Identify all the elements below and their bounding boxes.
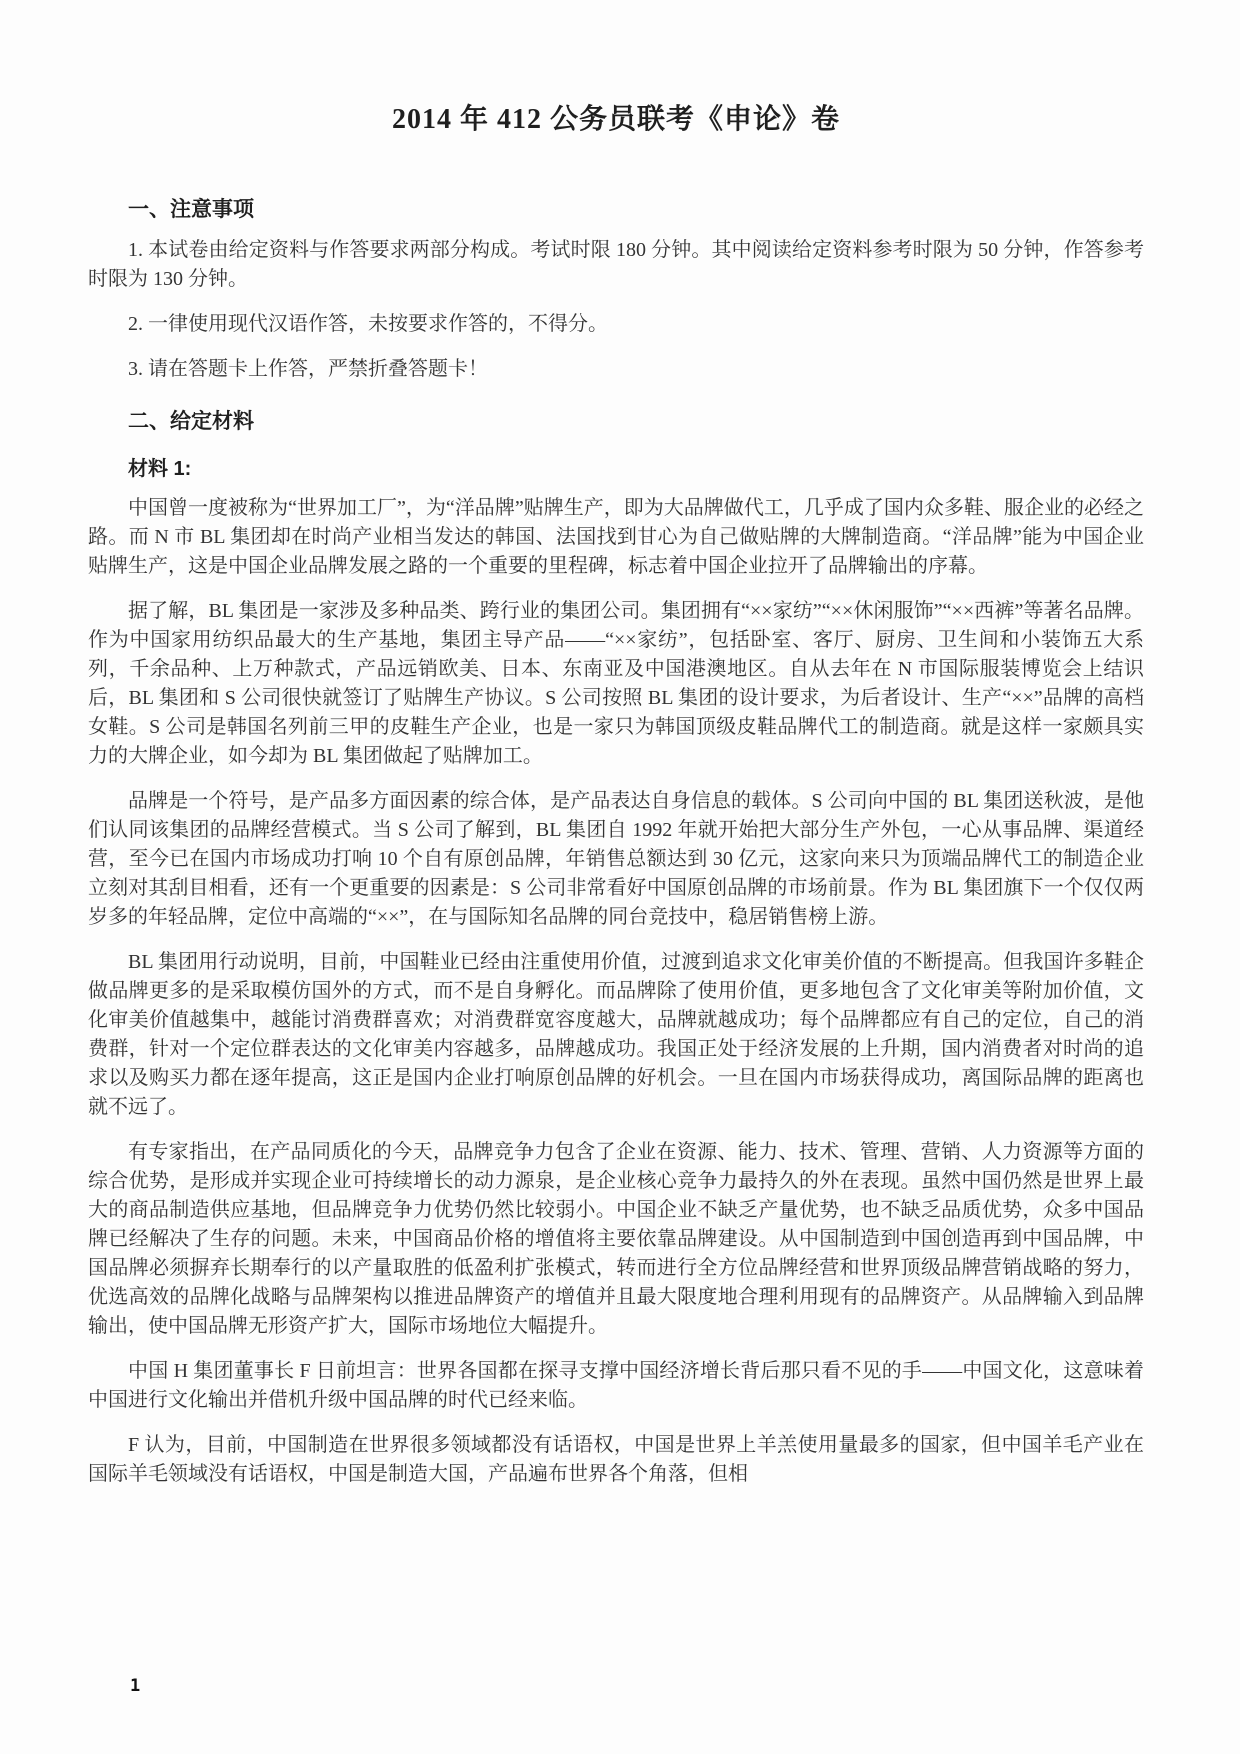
material-paragraph: 中国 H 集团董事长 F 日前坦言：世界各国都在探寻支撑中国经济增长背后那只看不见的手——中国文化，这意味着中国进行文化输出并借机升级中国品牌的时代已经来临。	[88, 1360, 1144, 1411]
notice-section-heading: 一、注意事项	[128, 198, 254, 221]
materials-section-heading: 二、给定材料	[128, 410, 254, 433]
material-paragraph: BL 集团用行动说明，目前，中国鞋业已经由注重使用价值，过渡到追求文化审美价值的不断提高。但我国许多鞋企做品牌更多的是采取模仿国外的方式，而不是自身孵化。而品牌除了使用价值，更多地包含了文化审美等附加价值，文化审美价值越集中，越能讨消费群喜欢；对消费群宽容度越大，品牌就越成功；每个品牌都应有自己的定位，自己的消费群，针对一个定位群表达的文化审美内容越多，品牌越成功。我国正处于经济发展的上升期，国内消费者对时尚的追求以及购买力都在逐年提高，这正是国内企业打响原创品牌的好机会。一旦在国内市场获得成功，离国际品牌的距离也就不远了。	[88, 951, 1144, 1118]
material-paragraph: 有专家指出，在产品同质化的今天，品牌竞争力包含了企业在资源、能力、技术、管理、营销、人力资源等方面的综合优势，是形成并实现企业可持续增长的动力源泉，是企业核心竞争力最持久的外在表现。虽然中国仍然是世界上最大的商品制造供应基地，但品牌竞争力优势仍然比较弱小。中国企业不缺乏产量优势，也不缺乏品质优势，众多中国品牌已经解决了生存的问题。未来，中国商品价格的增值将主要依靠品牌建设。从中国制造到中国创造再到中国品牌，中国品牌必须摒弃长期奉行的以产量取胜的低盈利扩张模式，转而进行全方位品牌经营和世界顶级品牌营销战略的努力，优选高效的品牌化战略与品牌架构以推进品牌资产的增值并且最大限度地合理利用现有的品牌资产。从品牌输入到品牌输出，使中国品牌无形资产扩大，国际市场地位大幅提升。	[88, 1141, 1144, 1337]
notice-item-3: 3. 请在答题卡上作答，严禁折叠答题卡！	[128, 358, 488, 380]
material-paragraph: 中国曾一度被称为“世界加工厂”，为“洋品牌”贴牌生产，即为大品牌做代工，几乎成了国内众多鞋、服企业的必经之路。而 N 市 BL 集团却在时尚产业相当发达的韩国、法国找到甘心为自己做贴牌的大牌制造商。“洋品牌”能为中国企业贴牌生产，这是中国企业品牌发展之路的一个重要的里程碑，标志着中国企业拉开了品牌输出的序幕。	[88, 497, 1144, 577]
material-paragraph: F 认为，目前，中国制造在世界很多领域都没有话语权，中国是世界上羊羔使用量最多的国家，但中国羊毛产业在国际羊毛领域没有话语权，中国是制造大国，产品遍布世界各个角落，但相	[88, 1434, 1144, 1485]
material-paragraph: 据了解，BL 集团是一家涉及多种品类、跨行业的集团公司。集团拥有“××家纺”“××休闲服饰”“××西裤”等著名品牌。作为中国家用纺织品最大的生产基地，集团主导产品——“××家纺”，包括卧室、客厅、厨房、卫生间和小装饰五大系列，千余品种、上万种款式，产品远销欧美、日本、东南亚及中国港澳地区。自从去年在 N 市国际服装博览会上结识后，BL 集团和 S 公司很快就签订了贴牌生产协议。S 公司按照 BL 集团的设计要求，为后者设计、生产“××”品牌的高档女鞋。S 公司是韩国名列前三甲的皮鞋生产企业，也是一家只为韩国顶级皮鞋品牌代工的制造商。就是这样一家颇具实力的大牌企业，如今却为 BL 集团做起了贴牌加工。	[88, 600, 1144, 767]
material-1-label: 材料 1:	[128, 458, 192, 480]
material-paragraph: 品牌是一个符号，是产品多方面因素的综合体，是产品表达自身信息的载体。S 公司向中国的 BL 集团送秋波，是他们认同该集团的品牌经营模式。当 S 公司了解到，BL 集团自 1992 年就开始把大部分生产外包，一心从事品牌、渠道经营，至今已在国内市场成功打响 10 个自有原创品牌，年销售总额达到 30 亿元，这家向来只为顶端品牌代工的制造企业立刻对其刮目相看，还有一个更重要的因素是：S 公司非常看好中国原创品牌的市场前景。作为 BL 集团旗下一个仅仅两岁多的年轻品牌，定位中高端的“××”，在与国际知名品牌的同台竞技中，稳居销售榜上游。	[88, 790, 1144, 928]
document-title: 2014 年 412 公务员联考《申论》卷	[391, 104, 840, 135]
notice-item-2: 2. 一律使用现代汉语作答，未按要求作答的，不得分。	[128, 313, 608, 335]
page-number: 1	[130, 1676, 141, 1696]
notice-item-1: 1. 本试卷由给定资料与作答要求两部分构成。考试时限 180 分钟。其中阅读给定资料参考时限为 50 分钟，作答参考时限为 130 分钟。	[88, 239, 1144, 290]
